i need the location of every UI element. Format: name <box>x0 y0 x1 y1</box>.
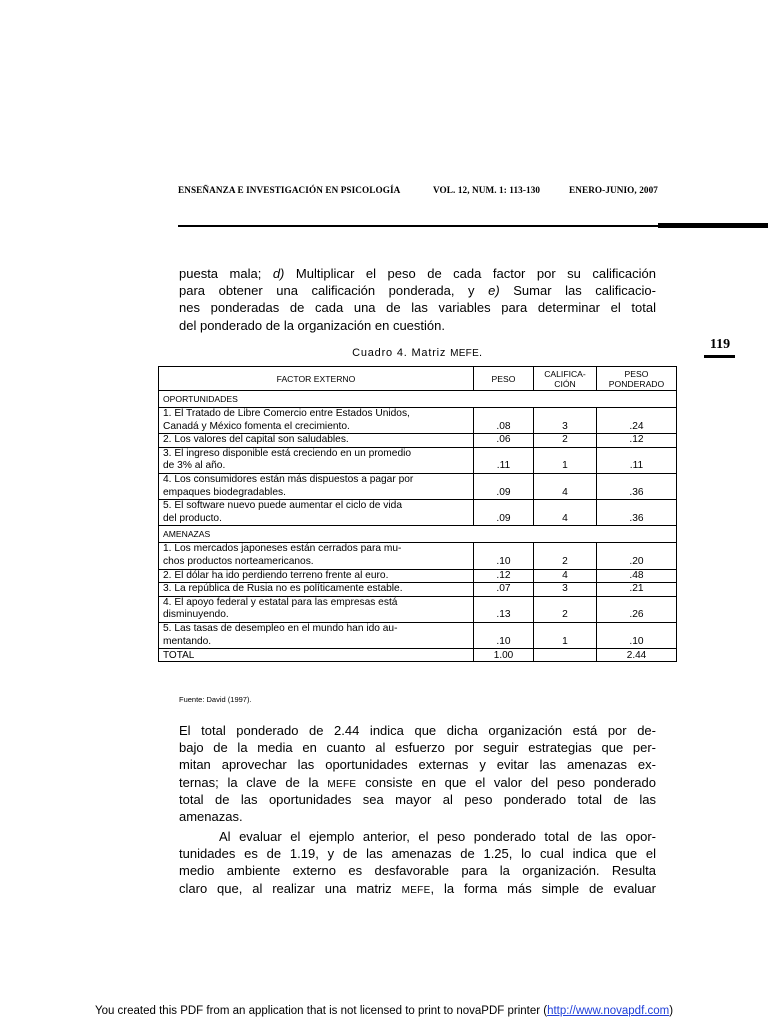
oportunidades-rows <box>159 408 677 526</box>
table-source: Fuente: David (1997). <box>179 695 252 704</box>
footer-close: ) <box>669 1005 674 1017</box>
text-line: claro que, al realizar una matriz MEFE, la forma más simple de evaluar <box>179 880 656 896</box>
text-line: puesta mala; d) Multiplicar el peso de cada factor por su calificación <box>179 266 656 281</box>
paragraph-analysis <box>179 722 656 825</box>
page-number: 119 <box>709 337 731 352</box>
text-line: tunidades es de 1.19, y de las amenazas de 1.25, lo cual indica que el <box>179 846 656 862</box>
header-factor: FACTOR EXTERNO <box>159 367 474 391</box>
issue-date: ENERO-JUNIO, 2007 <box>569 185 658 195</box>
text-line: para obtener una calificación ponderada, y e) Sumar las calificacio- <box>179 283 656 299</box>
table-caption <box>159 347 676 359</box>
header-peso: PESO <box>474 367 534 391</box>
total-label: TOTAL <box>159 649 474 662</box>
novapdf-link[interactable]: http://www.novapdf.com <box>547 1005 670 1017</box>
header-calificacion: CALIFICA- CIÓN <box>534 367 597 391</box>
text-line: El total ponderado de 2.44 indica que dicha organización está por de- <box>179 723 656 738</box>
ponderado-cell: .36 <box>597 500 677 526</box>
table-row <box>159 543 677 569</box>
section-row <box>159 526 677 543</box>
text-line: medio ambiente externo es desfavorable para la organización. Resulta <box>179 863 656 879</box>
table-row <box>159 500 677 526</box>
total-calificacion <box>534 649 597 662</box>
peso-cell: .09 <box>474 473 534 499</box>
caption-text: Cuadro 4. Matriz <box>352 347 451 359</box>
text-line: total de las oportunidades sea mayor al peso ponderado total de las <box>179 791 656 807</box>
pdf-footer-notice <box>0 1005 768 1017</box>
factor-cell: 1. Los mercados japoneses están cerrados para mu- chos productos norteamericanos. <box>159 543 474 569</box>
peso-cell: .06 <box>474 434 534 448</box>
ponderado-cell: .10 <box>597 622 677 648</box>
volume-info: VOL. 12, NUM. 1: 113-130 <box>433 185 541 195</box>
peso-cell: .10 <box>474 622 534 648</box>
calificacion-cell: 2 <box>534 434 597 448</box>
ponderado-cell: .11 <box>597 447 677 473</box>
mefe-table <box>158 366 677 662</box>
paragraph-example <box>179 828 656 897</box>
journal-title: ENSEÑANZA E INVESTIGACIÓN EN PSICOLOGÍA <box>178 185 401 195</box>
peso-cell: .10 <box>474 543 534 569</box>
section-amenazas: AMENAZAS <box>159 526 677 543</box>
calificacion-cell: 2 <box>534 543 597 569</box>
table-row <box>159 596 677 622</box>
text-line: Al evaluar el ejemplo anterior, el peso ponderado total de las opor- <box>219 829 656 844</box>
factor-cell: 3. La república de Rusia no es políticamente estable. <box>159 583 474 597</box>
ponderado-cell: .12 <box>597 434 677 448</box>
text-line: del ponderado de la organización en cuestión. <box>179 317 445 333</box>
peso-cell: .11 <box>474 447 534 473</box>
table-row <box>159 434 677 448</box>
table-row <box>159 408 677 434</box>
calificacion-cell: 1 <box>534 622 597 648</box>
total-row <box>159 649 677 662</box>
calificacion-cell: 4 <box>534 473 597 499</box>
page-number-rule <box>704 355 735 358</box>
calificacion-cell: 2 <box>534 596 597 622</box>
calificacion-cell: 3 <box>534 583 597 597</box>
factor-cell: 1. El Tratado de Libre Comercio entre Estados Unidos, Canadá y México fomenta el crecimiento. <box>159 408 474 434</box>
table-row <box>159 473 677 499</box>
table-header-row <box>159 367 677 391</box>
calificacion-cell: 3 <box>534 408 597 434</box>
factor-cell: 2. Los valores del capital son saludables. <box>159 434 474 448</box>
total-ponderado: 2.44 <box>597 649 677 662</box>
peso-cell: .09 <box>474 500 534 526</box>
total-peso: 1.00 <box>474 649 534 662</box>
table-row <box>159 622 677 648</box>
table-row <box>159 447 677 473</box>
ponderado-cell: .20 <box>597 543 677 569</box>
factor-cell: 3. El ingreso disponible está creciendo en un promedio de 3% al año. <box>159 447 474 473</box>
peso-cell: .08 <box>474 408 534 434</box>
text-line: nes ponderadas de cada una de las variables para determinar el total <box>179 300 656 316</box>
calificacion-cell: 4 <box>534 500 597 526</box>
calificacion-cell: 1 <box>534 447 597 473</box>
text-line: ternas; la clave de la MEFE consiste en que el valor del peso ponderado <box>179 774 656 790</box>
section-oportunidades: OPORTUNIDADES <box>159 391 677 408</box>
header-rule-thick <box>658 223 768 228</box>
footer-text: You created this PDF from an application that is not licensed to print to novaPDF printer ( <box>94 1005 548 1017</box>
factor-cell: 5. Las tasas de desempleo en el mundo han ido au- mentando. <box>159 622 474 648</box>
peso-cell: .13 <box>474 596 534 622</box>
ponderado-cell: .24 <box>597 408 677 434</box>
peso-cell: .12 <box>474 569 534 583</box>
caption-suffix: . <box>479 347 483 359</box>
text-line: bajo de la media en cuanto al esfuerzo por seguir estrategias que per- <box>179 740 656 756</box>
ponderado-cell: .36 <box>597 473 677 499</box>
table-row <box>159 569 677 583</box>
section-row <box>159 391 677 408</box>
factor-cell: 4. El apoyo federal y estatal para las empresas está disminuyendo. <box>159 596 474 622</box>
amenazas-rows <box>159 543 677 649</box>
text-line: mitan aprovechar las oportunidades externas y evitar las amenazas ex- <box>179 757 656 773</box>
table-row <box>159 583 677 597</box>
peso-cell: .07 <box>474 583 534 597</box>
ponderado-cell: .48 <box>597 569 677 583</box>
ponderado-cell: .21 <box>597 583 677 597</box>
ponderado-cell: .26 <box>597 596 677 622</box>
factor-cell: 5. El software nuevo puede aumentar el ciclo de vida del producto. <box>159 500 474 526</box>
caption-acronym: MEFE <box>450 348 480 359</box>
factor-cell: 4. Los consumidores están más dispuestos a pagar por empaques biodegradables. <box>159 473 474 499</box>
calificacion-cell: 4 <box>534 569 597 583</box>
factor-cell: 2. El dólar ha ido perdiendo terreno frente al euro. <box>159 569 474 583</box>
paragraph-intro <box>179 265 656 334</box>
header-peso-ponderado: PESO PONDERADO <box>597 367 677 391</box>
header-rule <box>178 225 658 227</box>
text-line: amenazas. <box>179 808 243 824</box>
